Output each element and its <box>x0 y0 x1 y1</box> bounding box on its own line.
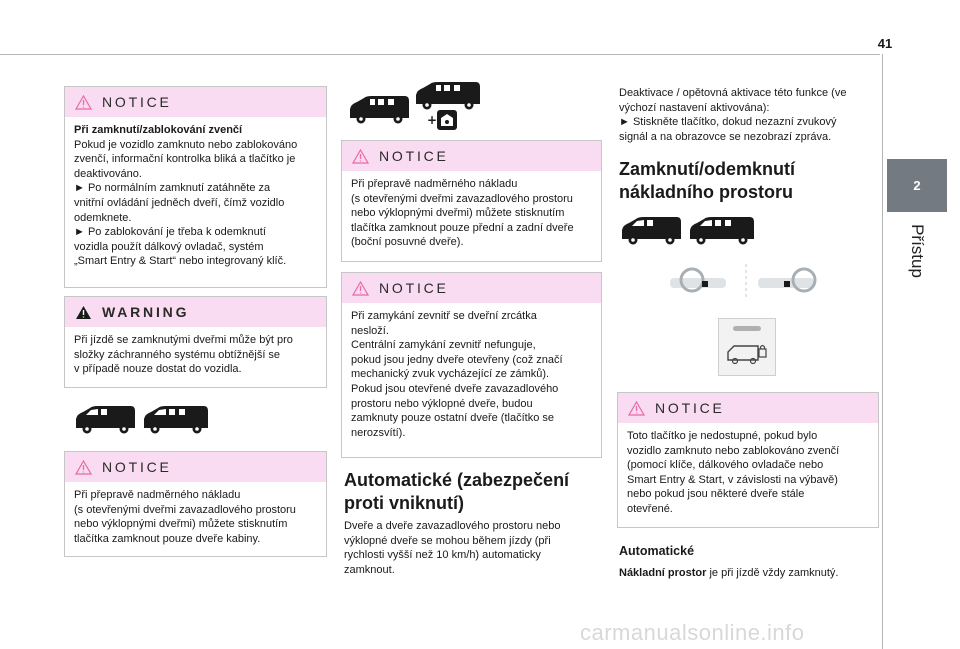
text-line: výchozí nastavení aktivována): <box>619 101 770 114</box>
text-line: prostoru nebo výklopné dveře, budou <box>351 397 533 410</box>
text-line: mechanický zvuk vycházející ze zámků). <box>351 368 550 381</box>
notice-header <box>618 393 878 423</box>
notice-box <box>341 140 602 262</box>
text-line: ► Po normálním zamknutí zatáhněte za <box>74 182 271 195</box>
text-line: zamknuty pouze ostatní dveře (tlačítko se <box>351 412 554 425</box>
steering-wheel-icon <box>668 262 828 302</box>
warning-triangle-icon <box>75 305 92 320</box>
header-divider <box>0 54 880 55</box>
lock-button-icon <box>718 318 776 376</box>
warning-triangle-icon <box>628 401 645 416</box>
notice-title: NOTICE <box>102 459 172 475</box>
text-line: vnitřní ovládání jedněch dveří, čímž vozidlo <box>74 196 285 209</box>
subheading: Automatické <box>619 544 695 558</box>
notice-title: NOTICE <box>379 148 449 164</box>
text-line: Při zamykání zevnitř se dveřní zrcátka <box>351 310 537 322</box>
section-title <box>619 158 879 204</box>
text-line: Centrální zamykání zevnitř nefunguje, <box>351 339 536 352</box>
text-line: rychlosti vyšší než 10 km/h) automaticky <box>344 549 541 562</box>
text-line: ► Stiskněte tlačítko, dokud nezazní zvukový <box>619 116 837 129</box>
chapter-label: Přístup <box>908 224 927 278</box>
svg-text:+: + <box>427 113 438 127</box>
text-line: Při přepravě nadměrného nákladu <box>74 489 241 501</box>
text-line: zamknout. <box>344 563 395 576</box>
intro-text <box>619 86 879 144</box>
text-line: signál a na obrazovce se nezobrazí zpráva. <box>619 130 832 143</box>
notice-box <box>64 451 327 557</box>
text-line: (s otevřenými dveřmi zavazadlového prostoru <box>351 192 573 205</box>
warning-title: WARNING <box>102 304 190 320</box>
side-divider <box>882 54 883 649</box>
van-pair-illustration <box>74 404 209 439</box>
notice-box <box>341 272 602 458</box>
warning-triangle-icon <box>75 95 92 110</box>
text-line: Pokud je vozidlo zamknuto nebo zablokováno <box>74 138 298 151</box>
text-line: deaktivováno. <box>74 167 142 180</box>
warning-triangle-icon <box>352 281 369 296</box>
text-line: v případě nouze dostat do vozidla. <box>74 363 242 376</box>
notice-box <box>64 86 327 288</box>
notice-body <box>342 171 601 258</box>
text-line: nebo výklopnými dveřmi) můžete stisknutím <box>351 207 565 220</box>
section-body <box>344 519 604 577</box>
chapter-tab <box>887 159 947 212</box>
van-pair-illustration <box>620 215 755 250</box>
title-line: proti vniknutí) <box>344 493 464 513</box>
text-line: Smart Entry & Start, v závislosti na výbavě) <box>627 473 838 486</box>
text-line: Při jízdě se zamknutými dveřmi může být pro <box>74 334 293 346</box>
text-line: (boční posuvné dveře). <box>351 236 464 249</box>
notice-title: NOTICE <box>102 94 172 110</box>
notice-header <box>342 141 601 171</box>
text-line: pokud jsou jedny dveře otevřeny (což značí <box>351 353 563 366</box>
warning-body <box>65 327 326 385</box>
text-line: odemknete. <box>74 211 132 224</box>
bold-term: Nákladní prostor <box>619 567 707 579</box>
text-line: Dveře a dveře zavazadlového prostoru nebo <box>344 520 561 532</box>
warning-triangle-icon <box>352 149 369 164</box>
notice-body <box>618 423 878 525</box>
notice-header <box>342 273 601 303</box>
section-title <box>344 469 604 515</box>
footer-watermark: carmanualsonline.info <box>580 620 805 645</box>
notice-body <box>65 482 326 554</box>
text-line: nebo pokud jsou některé dveře stále <box>627 488 805 501</box>
notice-box <box>617 392 879 528</box>
text-line: zvenčí, informační kontrolka bliká a tlačítko je <box>74 153 296 166</box>
text-line: Toto tlačítko je nedostupné, pokud bylo <box>627 430 818 442</box>
text-line: (s otevřenými dveřmi zavazadlového prostoru <box>74 503 296 516</box>
notice-header <box>65 87 326 117</box>
text-line: otevřené. <box>627 502 673 515</box>
title-line: Automatické (zabezpečení <box>344 470 570 490</box>
warning-triangle-icon <box>75 460 92 475</box>
text-line: vozidlo zamknuto nebo zablokováno zvenčí <box>627 444 840 457</box>
text-line: ► Po zablokování je třeba k odemknutí <box>74 226 266 239</box>
notice-header <box>65 452 326 482</box>
notice-body <box>342 303 601 448</box>
text-line: složky záchranného systému obtížnější se <box>74 348 281 361</box>
van-pair-illustration <box>348 80 483 137</box>
text-line: Deaktivace / opětovná aktivace této funkce (ve <box>619 87 847 99</box>
page-number: 41 <box>877 36 893 51</box>
lock-button-illustration <box>718 318 776 381</box>
dashboard-illustration <box>668 262 828 307</box>
van-icon <box>348 80 483 132</box>
text-line: „Smart Entry & Start“ nebo integrovaný klíč. <box>74 255 287 268</box>
text-line: (pomocí klíče, dálkového ovladače nebo <box>627 459 824 472</box>
text-line: vozidla použít dálkový ovladač, systém <box>74 240 264 253</box>
notice-title: NOTICE <box>655 400 725 416</box>
section-automatic <box>344 469 604 577</box>
text-line: Pokud jsou otevřené dveře zavazadlového <box>351 382 559 395</box>
last-paragraph <box>619 566 879 581</box>
title-line: nákladního prostoru <box>619 182 794 202</box>
text-line: nerozsvítí). <box>351 426 406 439</box>
text-line: výklopné dveře se mohou během jízdy (při <box>344 534 551 547</box>
text-line: tlačítka zamknout pouze dveře kabiny. <box>74 532 261 545</box>
text-line: tlačítka zamknout pouze přední a zadní dveře <box>351 221 574 234</box>
van-icon <box>620 215 755 245</box>
notice-subtitle: Při zamknutí/zablokování zvenčí <box>74 124 243 136</box>
text-line: nesloží. <box>351 324 389 337</box>
van-icon <box>74 404 209 434</box>
text-line: nebo výklopnými dveřmi) můžete stisknutím <box>74 518 288 531</box>
notice-title: NOTICE <box>379 280 449 296</box>
warning-header <box>65 297 326 327</box>
title-line: Zamknutí/odemknutí <box>619 159 796 179</box>
text-line: je při jízdě vždy zamknutý. <box>706 567 839 579</box>
warning-box <box>64 296 327 388</box>
chapter-number: 2 <box>913 178 921 193</box>
text-line: Při přepravě nadměrného nákladu <box>351 178 518 190</box>
notice-body <box>65 117 326 277</box>
